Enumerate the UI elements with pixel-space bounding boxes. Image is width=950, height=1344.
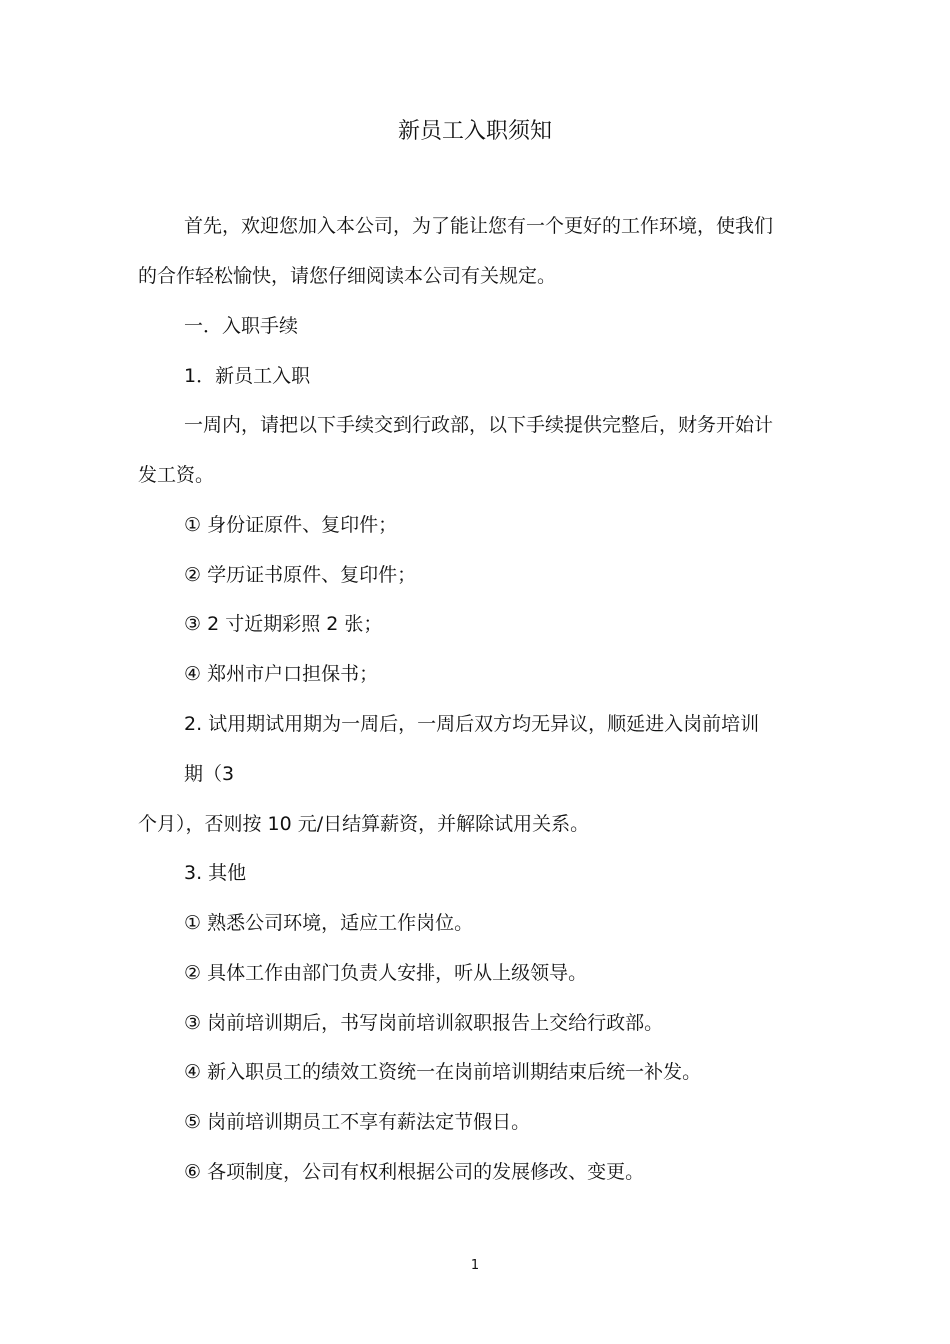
document-title: 新员工入职须知 [397, 119, 552, 144]
list-item-training-report: ③ 岗前培训期后，书写岗前培训叙职报告上交给行政部。 [184, 1012, 664, 1034]
paragraph-probation-line-1: 2. 试用期试用期为一周后，一周后双方均无异议，顺延进入岗前培训 [184, 713, 760, 735]
paragraph-probation-line-3: 个月），否则按 10 元/日结算薪资，并解除试用关系。 [138, 813, 590, 835]
list-item-photos: ③ 2 寸近期彩照 2 张； [184, 613, 383, 635]
paragraph-intro-line-2: 的合作轻松愉快，请您仔细阅读本公司有关规定。 [138, 265, 557, 287]
list-item-familiarize: ① 熟悉公司环境，适应工作岗位。 [184, 912, 474, 934]
list-item-holidays: ⑤ 岗前培训期员工不享有薪法定节假日。 [184, 1111, 531, 1133]
list-item-household-guarantee: ④ 郑州市户口担保书； [184, 663, 379, 685]
section-heading-onboarding: 一．入职手续 [184, 315, 299, 337]
list-item-diploma: ② 学历证书原件、复印件； [184, 564, 417, 586]
subsection-heading-new-employee: 1．新员工入职 [184, 365, 311, 387]
paragraph-procedures-line-1: 一周内，请把以下手续交到行政部，以下手续提供完整后，财务开始计 [184, 414, 774, 436]
list-item-performance-pay: ④ 新入职员工的绩效工资统一在岗前培训期结束后统一补发。 [184, 1061, 702, 1083]
paragraph-intro-line-1: 首先，欢迎您加入本公司，为了能让您有一个更好的工作环境，使我们 [184, 215, 774, 237]
page-number: 1 [470, 1258, 480, 1273]
paragraph-probation-line-2: 期（3 [184, 763, 235, 785]
list-item-policy-changes: ⑥ 各项制度，公司有权利根据公司的发展修改、变更。 [184, 1161, 645, 1183]
subsection-heading-other: 3. 其他 [184, 862, 247, 884]
paragraph-procedures-line-2: 发工资。 [138, 464, 215, 486]
list-item-work-arrangement: ② 具体工作由部门负责人安排，听从上级领导。 [184, 962, 588, 984]
list-item-id-card: ① 身份证原件、复印件； [184, 514, 398, 536]
